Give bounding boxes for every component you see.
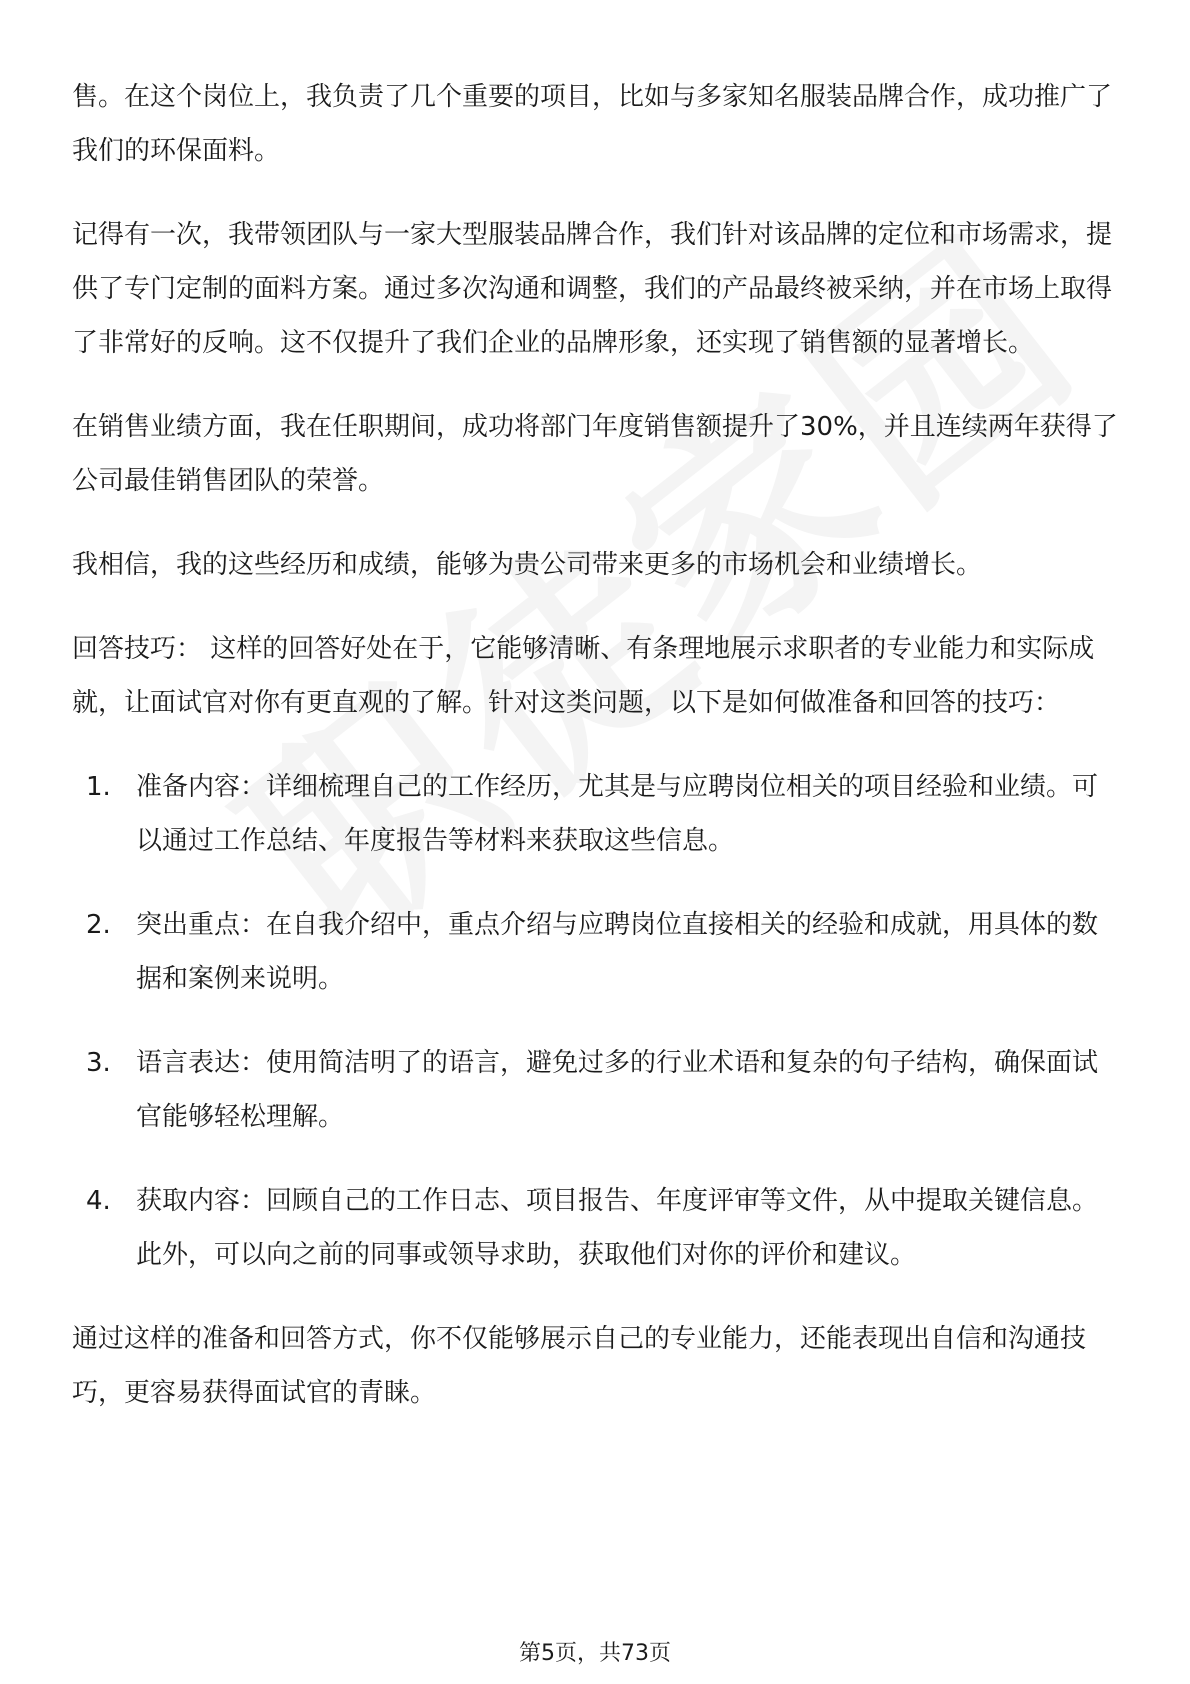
paragraph-4: 我相信，我的这些经历和成绩，能够为贵公司带来更多的市场机会和业绩增长。 <box>72 550 983 580</box>
list-item-number: 2. <box>86 910 111 940</box>
paragraph-3: 在销售业绩方面，我在任职期间，成功将部门年度销售额提升了30%，并且连续两年获得了公司最佳销售团队的荣誉。 <box>72 412 1118 496</box>
list-item-text: 语言表达：使用简洁明了的语言，避免过多的行业术语和复杂的句子结构，确保面试官能够轻松理解。 <box>136 1048 1099 1132</box>
list-item <box>72 760 1122 868</box>
list-item-text: 准备内容：详细梳理自己的工作经历，尤其是与应聘岗位相关的项目经验和业绩。可以通过工作总结、年度报告等材料来获取这些信息。 <box>136 772 1099 856</box>
list-item <box>72 1174 1122 1282</box>
list-item-text: 突出重点：在自我介绍中，重点介绍与应聘岗位直接相关的经验和成就，用具体的数据和案例来说明。 <box>136 910 1099 994</box>
list-item <box>72 1036 1122 1144</box>
list-item <box>72 898 1122 1006</box>
list-item-number: 1. <box>86 772 111 802</box>
page-number-footer: 第5页，共73页 <box>519 1641 671 1666</box>
list-item-number: 3. <box>86 1048 111 1078</box>
list-item-text: 获取内容：回顾自己的工作日志、项目报告、年度评审等文件，从中提取关键信息。此外，可以向之前的同事或领导求助，获取他们对你的评价和建议。 <box>136 1186 1099 1270</box>
paragraph-1: 售。在这个岗位上，我负责了几个重要的项目，比如与多家知名服装品牌合作，成功推广了我们的环保面料。 <box>72 82 1113 166</box>
paragraph-tips: 回答技巧： 这样的回答好处在于，它能够清晰、有条理地展示求职者的专业能力和实际成就，让面试官对你有更直观的了解。针对这类问题，以下是如何做准备和回答的技巧： <box>72 634 1095 718</box>
list-item-number: 4. <box>86 1186 111 1216</box>
tips-list <box>72 760 1122 1282</box>
closing-paragraph: 通过这样的准备和回答方式，你不仅能够展示自己的专业能力，还能表现出自信和沟通技巧，更容易获得面试官的青睐。 <box>72 1324 1087 1408</box>
paragraph-2: 记得有一次，我带领团队与一家大型服装品牌合作，我们针对该品牌的定位和市场需求，提供了专门定制的面料方案。通过多次沟通和调整，我们的产品最终被采纳，并在市场上取得了非常好的反响。这不仅提升了我们企业的品牌形象，还实现了销售额的显著增长。 <box>72 220 1113 358</box>
document-body <box>72 70 1122 1420</box>
